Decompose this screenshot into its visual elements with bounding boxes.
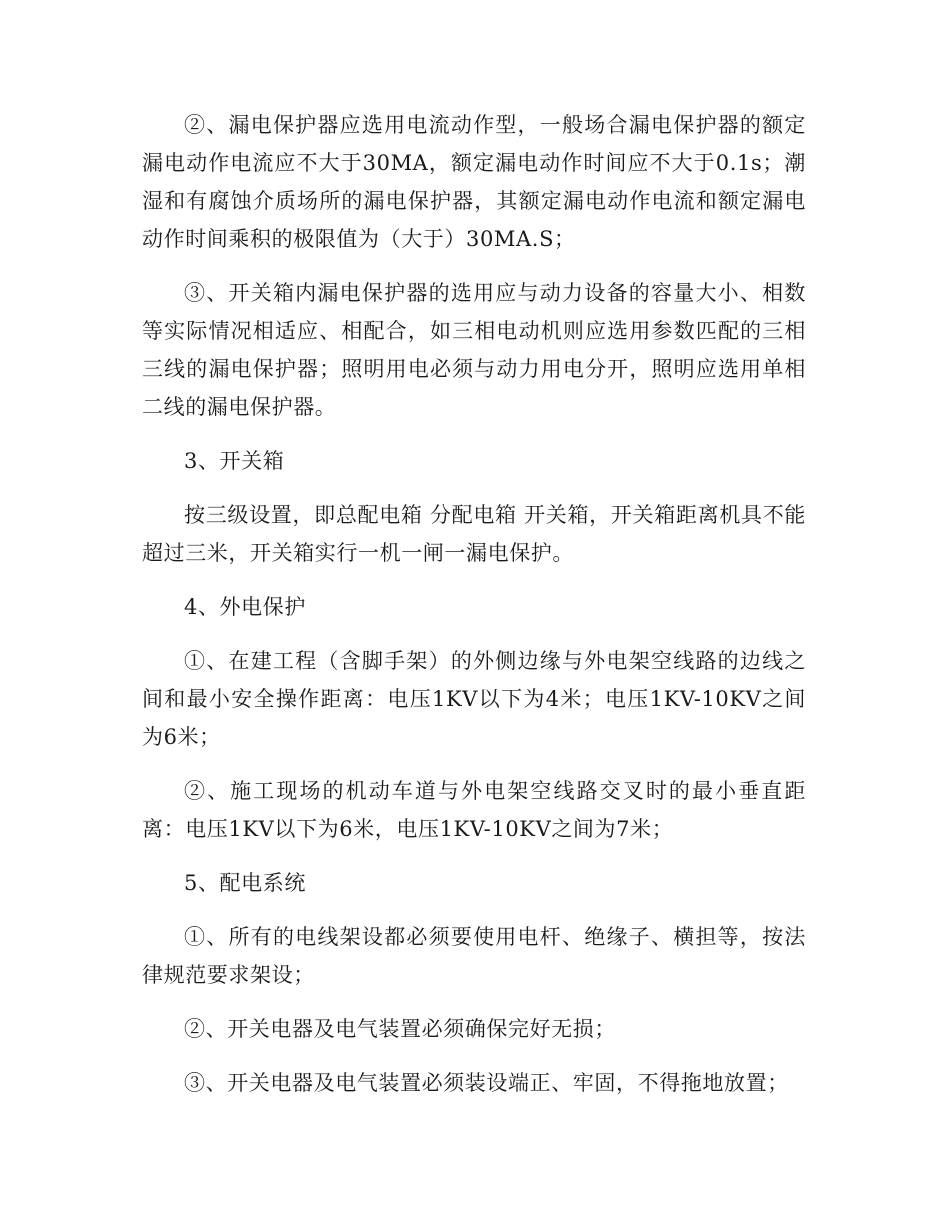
section-heading-external-power-protection: 4、外电保护 [184, 595, 306, 619]
paragraph-switch-mounting: ③、开关电器及电气装置必须装设端正、牢固，不得拖地放置； [184, 1071, 789, 1095]
paragraph-switch-intact: ②、开关电器及电气装置必须确保完好无损； [184, 1017, 616, 1041]
paragraph-min-vertical-distance: ②、施工现场的机动车道与外电架空线路交叉时的最小垂直距离：电压1KV以下为6米，电压1KV-10KV之间为7米； [142, 779, 806, 841]
section-heading-distribution-system: 5、配电系统 [184, 871, 306, 895]
paragraph-three-level-setup: 按三级设置，即总配电箱 分配电箱 开关箱，开关箱距离机具不能超过三米，开关箱实行一机一闸一漏电保护。 [142, 503, 806, 565]
section-heading-switch-box: 3、开关箱 [184, 449, 285, 473]
document-body [142, 106, 806, 1118]
paragraph-min-safe-distance: ①、在建工程（含脚手架）的外侧边缘与外电架空线路的边线之间和最小安全操作距离：电压1KV以下为4米；电压1KV-10KV之间为6米； [142, 649, 806, 749]
paragraph-leakage-protector-type: ②、漏电保护器应选用电流动作型，一般场合漏电保护器的额定漏电动作电流应不大于30MA，额定漏电动作时间应不大于0.1s；潮湿和有腐蚀介质场所的漏电保护器，其额定漏电动作电流和额定漏电动作时间乘积的极限值为（大于）30MA.S； [142, 113, 806, 251]
paragraph-wire-erection: ①、所有的电线架设都必须要使用电杆、绝缘子、横担等，按法律规范要求架设； [142, 925, 806, 987]
paragraph-leakage-protector-selection: ③、开关箱内漏电保护器的选用应与动力设备的容量大小、相数等实际情况相适应、相配合，如三相电动机则应选用参数匹配的三相三线的漏电保护器；照明用电必须与动力用电分开，照明应选用单相二线的漏电保护器。 [142, 281, 806, 419]
